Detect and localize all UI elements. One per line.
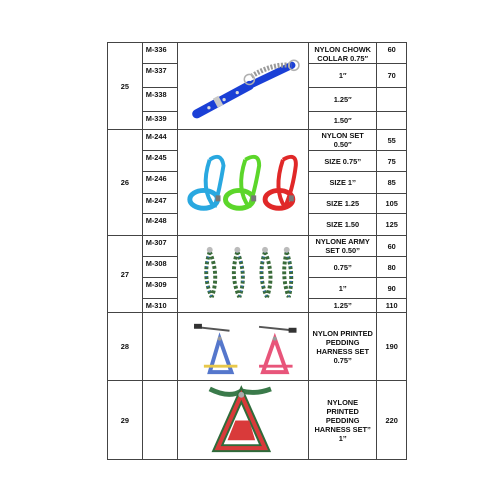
product-code: M-245 <box>142 151 178 172</box>
product-price <box>377 112 407 130</box>
product-code: M-248 <box>142 214 178 236</box>
product-price: 80 <box>377 257 407 278</box>
product-description: NYLON PRINTED PEDDING HARNESS SET 0.75’’ <box>309 313 377 381</box>
product-price <box>377 88 407 112</box>
product-price: 220 <box>377 381 407 460</box>
table-row <box>108 381 407 460</box>
product-code: M-337 <box>142 64 178 88</box>
product-price: 125 <box>377 214 407 236</box>
product-code: M-310 <box>142 299 178 313</box>
item-number: 28 <box>108 313 143 381</box>
product-description: SIZE 1.50 <box>309 214 377 236</box>
product-catalog-table <box>107 42 407 460</box>
product-price: 60 <box>377 43 407 64</box>
product-price: 70 <box>377 64 407 88</box>
chowk-collar-image <box>178 43 308 129</box>
product-code: M-308 <box>142 257 178 278</box>
item-number: 29 <box>108 381 143 460</box>
army-set-image <box>178 236 308 312</box>
product-price: 105 <box>377 194 407 214</box>
product-description: 1.25″ <box>309 88 377 112</box>
product-price: 85 <box>377 172 407 194</box>
product-description: SIZE 1.25 <box>309 194 377 214</box>
product-code: M-336 <box>142 43 178 64</box>
table-row <box>108 313 407 381</box>
product-image-harness-set-1in <box>178 381 309 460</box>
product-description: 0.75’’ <box>309 257 377 278</box>
nylon-set-image <box>178 130 308 235</box>
product-code <box>142 313 178 381</box>
product-price: 90 <box>377 278 407 299</box>
product-price: 110 <box>377 299 407 313</box>
product-image-nylon-set <box>178 130 309 236</box>
product-code: M-339 <box>142 112 178 130</box>
printed-harness-image <box>178 313 308 380</box>
table-row <box>108 236 407 257</box>
product-price: 190 <box>377 313 407 381</box>
table-row <box>108 130 407 151</box>
product-code: M-307 <box>142 236 178 257</box>
product-description: SIZE 0.75’’ <box>309 151 377 172</box>
product-description: NYLONE PRINTED PEDDING HARNESS SET’’ 1’’ <box>309 381 377 460</box>
product-description: 1″ <box>309 64 377 88</box>
product-description: NYLON CHOWK COLLAR 0.75″ <box>309 43 377 64</box>
product-code <box>142 381 178 460</box>
item-number: 25 <box>108 43 143 130</box>
table-row <box>108 43 407 64</box>
item-number: 27 <box>108 236 143 313</box>
product-description: NYLONE ARMY SET 0.50’’ <box>309 236 377 257</box>
product-price: 60 <box>377 236 407 257</box>
product-code: M-247 <box>142 194 178 214</box>
product-image-harness-set <box>178 313 309 381</box>
product-code: M-309 <box>142 278 178 299</box>
product-description: SIZE 1’’ <box>309 172 377 194</box>
product-code: M-246 <box>142 172 178 194</box>
item-number: 26 <box>108 130 143 236</box>
printed-harness-large-image <box>178 381 308 459</box>
product-code: M-244 <box>142 130 178 151</box>
product-description: 1.25’’ <box>309 299 377 313</box>
product-description: 1’’ <box>309 278 377 299</box>
product-image-army-set <box>178 236 309 313</box>
product-description: 1.50″ <box>309 112 377 130</box>
product-price: 55 <box>377 130 407 151</box>
product-price: 75 <box>377 151 407 172</box>
product-code: M-338 <box>142 88 178 112</box>
product-image-chowk-collar <box>178 43 309 130</box>
product-description: NYLON SET 0.50″ <box>309 130 377 151</box>
